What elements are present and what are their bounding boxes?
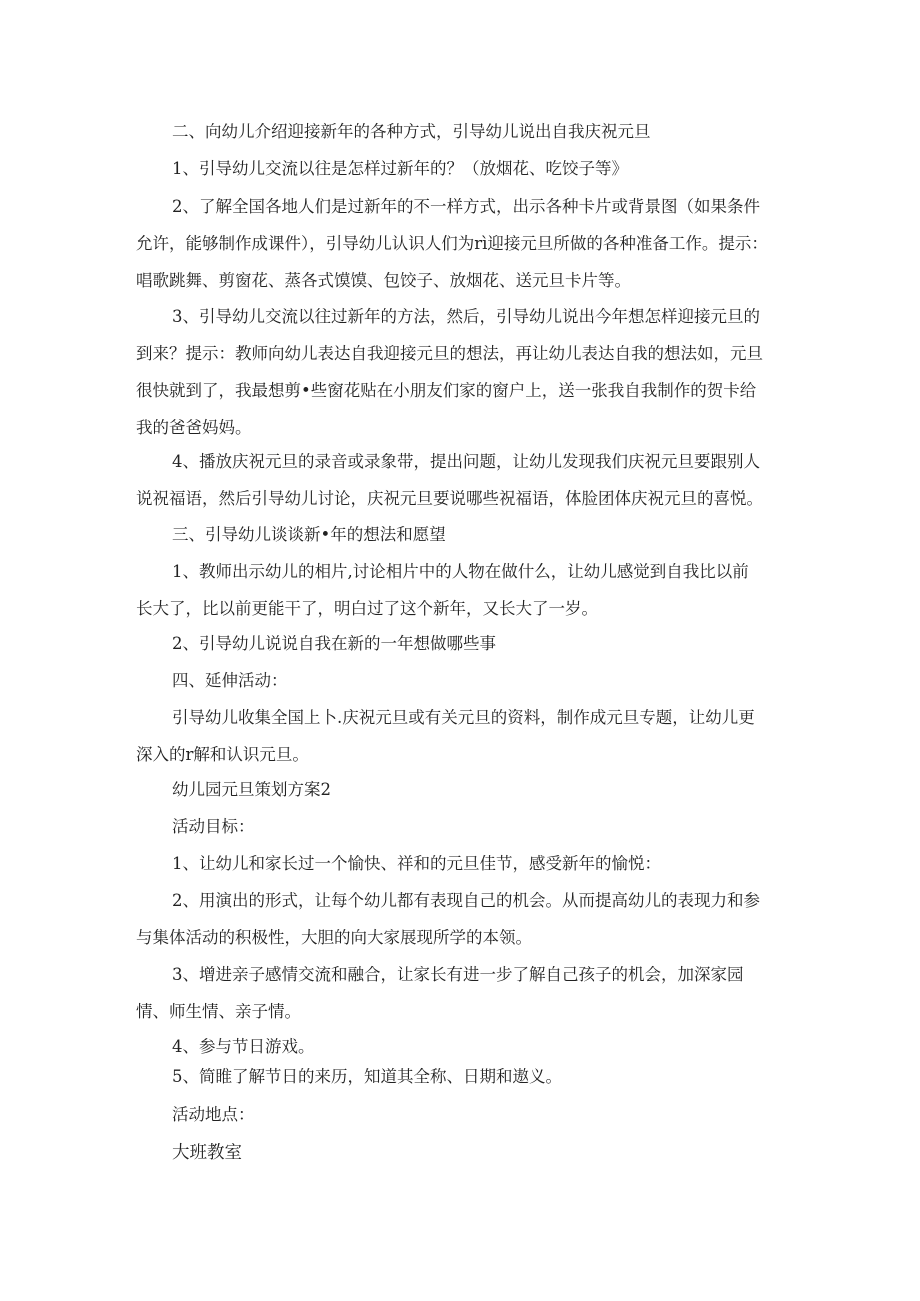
text-line: 4、参与节日游戏。 [172,1037,315,1056]
text-line: 允许，能够制作成课件），引导幼儿认识人们为rì迎接元旦所做的各种准备工作。提示： [136,234,768,253]
paragraph-2-4 [136,443,784,517]
text-line: 1、让幼儿和家长过一个愉快、祥和的元旦佳节，感受新年的愉悦： [172,854,661,873]
plan-title [136,771,784,808]
section-heading-3 [136,516,784,553]
text-line: 4、播放庆祝元旦的录音或录象带，提出问题，让幼儿发现我们庆祝元旦要跟别人 [172,452,760,471]
text-line: 说祝福语，然后引导幼儿讨论，庆祝元旦要说哪些祝福语，体脸团体庆祝元旦的喜悦。 [136,489,763,508]
location-heading [136,1096,784,1133]
goal-2 [136,882,784,956]
paragraph-2-1 [136,150,784,187]
paragraph-2-2 [136,188,784,299]
text-line: 3、引导幼儿交流以往过新年的方法，然后，引导幼儿说出今年想怎样迎接元旦的 [172,307,760,326]
goal-1 [136,845,784,882]
text-line: 唱歌跳舞、剪窗花、蒸各式馍馍、包饺子、放烟花、送元旦卡片等。 [136,271,631,290]
text-line: 2、用演出的形式，让每个幼儿都有表现自己的机会。从而提高幼儿的表现力和参 [172,891,760,910]
paragraph-3-1 [136,553,784,627]
text-line: 深入的r解和认识元旦。 [136,745,309,764]
text-line: 很快就到了，我最想剪•些窗花贴在小朋友们家的窗户上，送一张我自我制作的贺卡给 [136,381,757,400]
paragraph-4-1 [136,699,784,773]
goals-heading [136,808,784,845]
text-line: 活动地点： [172,1105,255,1124]
text-line: 1、引导幼儿交流以往是怎样过新年的？（放烟花、吃饺子等》 [172,159,628,178]
text-line: 三、引导幼儿谈谈新•年的想法和愿望 [172,525,446,544]
text-line: 2、引导幼儿说说自我在新的一年想做哪些事 [172,634,496,653]
text-line: 5、简睢了解节日的来历，知道其全称、日期和遨义。 [172,1067,562,1086]
text-line: 幼儿园元旦策划方案2 [172,780,331,799]
goal-5 [136,1058,784,1095]
text-line: 活动目标： [172,817,255,836]
text-line: 情、师生情、亲子情。 [136,1002,301,1021]
paragraph-2-3 [136,298,784,446]
text-line: 大班教室 [172,1143,242,1163]
location-value [136,1135,784,1172]
text-line: 引导幼儿收集全国上卜.庆祝元旦或有关元旦的资料，制作成元旦专题，让幼儿更 [172,708,755,727]
text-line: 3、增进亲子感情交流和融合，让家长有进一步了解自己孩子的机会，加深家园 [172,965,744,984]
text-line: 二、向幼儿介绍迎接新年的各种方式，引导幼儿说出自我庆祝元旦 [172,122,651,141]
paragraph-3-2 [136,625,784,662]
text-line: 与集体活动的积极性，大胆的向大家展现所学的本领。 [136,928,532,947]
text-line: 长大了，比以前更能干了，明白过了这个新年，又长大了一岁。 [136,599,598,618]
text-line: 我的爸爸妈妈。 [136,418,252,437]
section-heading-4 [136,662,784,699]
text-line: 到来？提示：教师向幼儿表达自我迎接元旦的想法，再让幼儿表达自我的想法如，元旦 [136,344,763,363]
section-heading-2 [136,113,784,150]
text-line: 四、延伸活动： [172,671,288,690]
goal-3 [136,956,784,1030]
text-line: 2、了解全国各地人们是过新年的不一样方式，出示各种卡片或背景图（如果条件 [172,197,760,216]
text-line: 1、教师出示幼儿的相片,讨论相片中的人物在做什么，让幼儿感觉到自我比以前 [172,562,749,581]
